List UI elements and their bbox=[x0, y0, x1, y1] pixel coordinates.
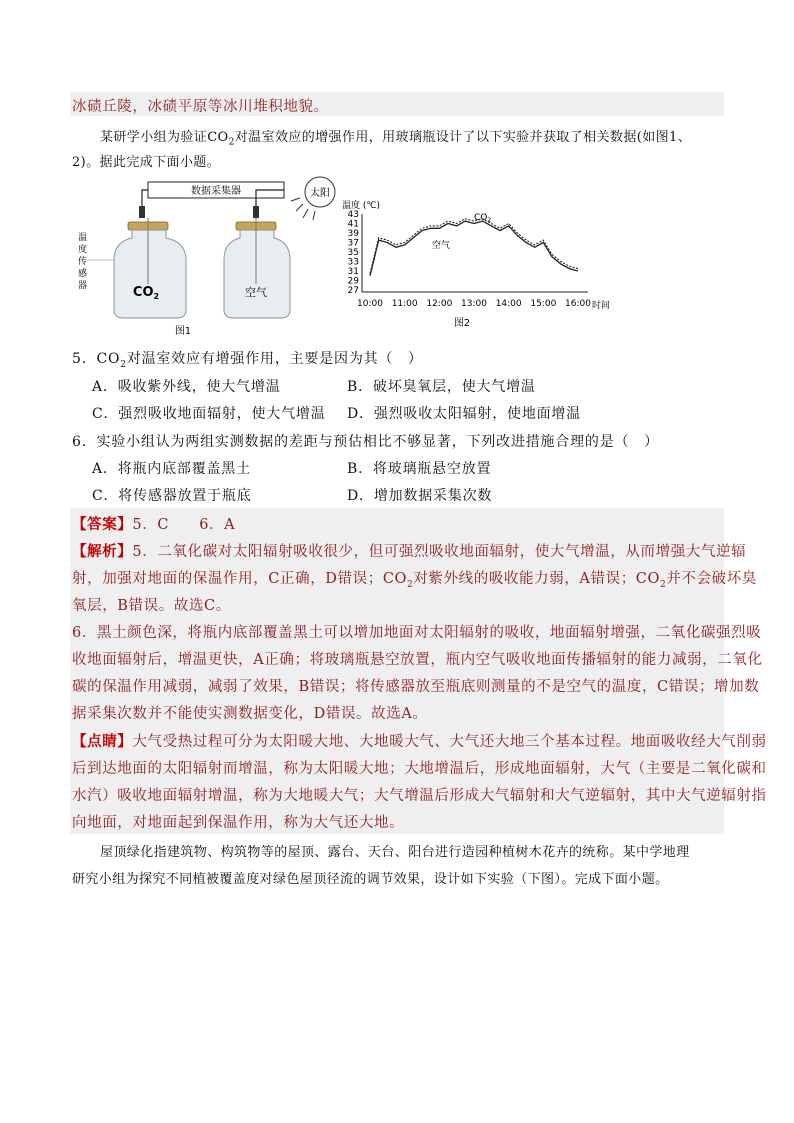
svg-text:温: 温 bbox=[78, 233, 88, 243]
q6-option-c[interactable]: C．将传感器放置于瓶底 bbox=[92, 488, 252, 504]
y-tick-label: 27 bbox=[347, 286, 359, 296]
analysis-tag: 【解析】 bbox=[72, 543, 133, 560]
y-tick-label: 37 bbox=[347, 238, 359, 249]
svg-text:传: 传 bbox=[78, 257, 88, 267]
q6-stem: 6．实验小组认为两组实测数据的差距与预估相比不够显著，下列改进措施合理的是（ ） bbox=[72, 434, 659, 450]
y-tick-label: 31 bbox=[347, 267, 359, 277]
svg-text:器: 器 bbox=[78, 281, 88, 291]
figure2-caption: 图2 bbox=[453, 318, 471, 329]
svg-text:感: 感 bbox=[78, 269, 88, 279]
svg-text:度: 度 bbox=[78, 245, 88, 255]
q5-stem: 5．$CO_2$对温室效应有增强作用，主要是因为其（ ） bbox=[72, 351, 423, 370]
q5-option-b[interactable]: B．破坏臭氧层，使大气增温 bbox=[347, 379, 536, 395]
q6-option-d[interactable]: D．增加数据采集次数 bbox=[347, 488, 493, 504]
sun-icon bbox=[291, 177, 335, 220]
chart-ylabel: 温度 (℃) bbox=[342, 201, 380, 211]
sensor-label bbox=[78, 232, 87, 291]
x-tick-label: 16:00 bbox=[565, 299, 591, 309]
analysis-line-3: 氧层，B错误。故选C。 bbox=[72, 598, 231, 614]
x-tick-label: 13:00 bbox=[461, 299, 487, 309]
x-tick-label: 11:00 bbox=[391, 299, 418, 309]
q6-option-b[interactable]: B．将玻璃瓶悬空放置 bbox=[347, 461, 492, 477]
intro-tail-text: 冰碛丘陵，冰碛平原等冰川堆积地貌。 bbox=[72, 99, 329, 115]
stem1-line1: 某研学小组为验证$CO_2$对温室效应的增强作用，用玻璃瓶设计了以下实验并获取了相关数据(如图1、 bbox=[100, 130, 692, 148]
answer-tag: 【答案】 bbox=[72, 516, 133, 533]
q5-option-a[interactable]: A．吸收紫外线，使大气增温 bbox=[92, 379, 281, 395]
answer-text: 5．C 6．A bbox=[132, 517, 236, 533]
y-tick-label: 33 bbox=[347, 257, 359, 268]
y-tick-label: 43 bbox=[347, 210, 359, 220]
analysis-line-2: 射，加强对地面的保温作用，C正确，D错误；$CO_2$对紫外线的吸收能力弱，A错误；$CO_2$并不会破坏臭 bbox=[72, 571, 757, 590]
tip-line-1: 【点睛】大气受热过程可分为太阳暖大地、大地暖大气、大气还大地三个基本过程。地面吸收经大气削弱 bbox=[72, 733, 767, 750]
jar-co2 bbox=[88, 218, 186, 318]
chart-xlabel: 时间 bbox=[592, 301, 611, 311]
y-tick-label: 39 bbox=[347, 229, 359, 239]
q5-option-c[interactable]: C．强烈吸收地面辐射，使大气增温 bbox=[92, 406, 326, 422]
analysis-line-7: 据采集次数并不能使实测数据变化，D错误。故选A。 bbox=[72, 706, 428, 722]
stem2-line2: 研究小组为探究不同植被覆盖度对绿色屋顶径流的调节效果，设计如下实验（下图）。完成下面小题。 bbox=[72, 872, 669, 887]
sun-label: 太阳 bbox=[310, 188, 330, 199]
tip-line-4: 向地面，对地面起到保温作用，称为大气还大地。 bbox=[72, 815, 405, 831]
legend-co2: $CO_2$ bbox=[474, 213, 492, 224]
jar2-label: 空气 bbox=[245, 286, 267, 299]
y-tick-label: 41 bbox=[347, 219, 359, 230]
analysis-line-5: 收地面辐射后，增温更快，A正确；将玻璃瓶悬空放置，瓶内空气吸收地面传播辐射的能力减弱，二氧化 bbox=[72, 652, 763, 668]
y-tick-label: 29 bbox=[347, 276, 359, 287]
stem1-line2: 2)。据此完成下面小题。 bbox=[72, 155, 221, 170]
legend-air: 空气 bbox=[432, 241, 451, 251]
tip-line-2: 后到达地面的太阳辐射而增温，称为太阳暖大地；大地增温后，形成地面辐射，大气（主要是二氧化碳和 bbox=[72, 761, 767, 777]
analysis-line-4: 6．黑土颜色深，将瓶内底部覆盖黑土可以增加地面对太阳辐射的吸收，地面辐射增强，二氧化碳强烈吸 bbox=[72, 625, 762, 641]
analysis-line-6: 碳的保温作用减弱，减弱了效果，B错误；将传感器放至瓶底则测量的不是空气的温度，C错误；增加数 bbox=[72, 679, 760, 695]
jar1-label: $CO_2$ bbox=[132, 285, 160, 301]
figure2-temperature-chart bbox=[340, 196, 620, 334]
figure1-jar-experiment bbox=[70, 176, 340, 340]
stem2-line1: 屋顶绿化指建筑物、构筑物等的屋顶、露台、天台、阳台进行造园种植树木花卉的统称。某中学地理 bbox=[100, 845, 690, 860]
answer-line bbox=[72, 513, 235, 534]
q5-option-d[interactable]: D．强烈吸收太阳辐射，使地面增温 bbox=[347, 406, 582, 422]
data-collector-label: 数据采集器 bbox=[191, 186, 241, 197]
series-line-air bbox=[370, 221, 578, 276]
figure1-caption: 图1 bbox=[174, 326, 192, 337]
x-tick-label: 15:00 bbox=[530, 299, 557, 309]
x-tick-label: 14:00 bbox=[495, 299, 522, 309]
tip-tag: 【点睛】 bbox=[72, 733, 133, 750]
q6-option-a[interactable]: A．将瓶内底部覆盖黑土 bbox=[92, 461, 251, 477]
x-tick-label: 12:00 bbox=[426, 299, 453, 309]
analysis-line-1: 【解析】5．二氧化碳对太阳辐射吸收很少，但可强烈吸收地面辐射，使大气增温，从而增强大气逆辐 bbox=[72, 543, 747, 560]
x-tick-label: 10:00 bbox=[357, 299, 383, 309]
y-tick-label: 35 bbox=[347, 248, 359, 258]
tip-line-3: 水汽）吸收地面辐射增温，称为大地暖大气；大气增温后形成大气辐射和大气逆辐射，其中大气逆辐射指 bbox=[72, 788, 767, 804]
jar-air bbox=[224, 218, 290, 318]
